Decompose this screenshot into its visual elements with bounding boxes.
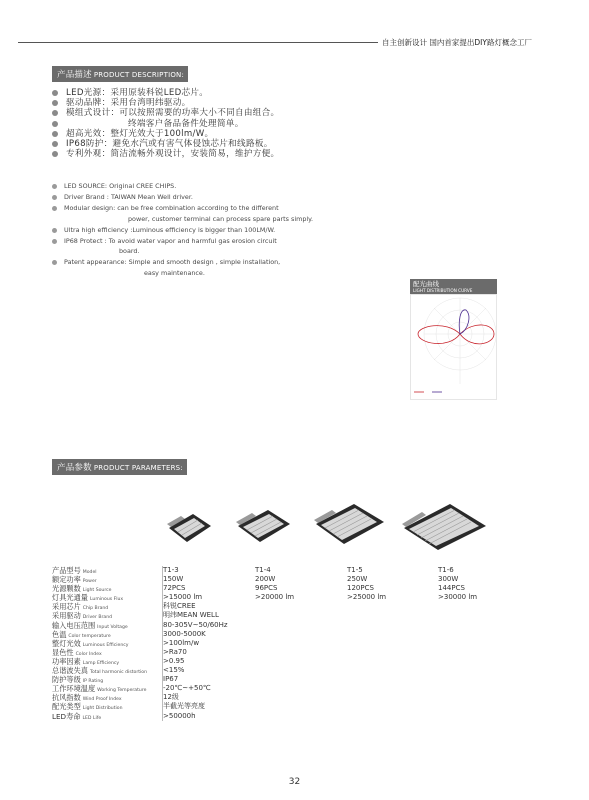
description-en-list — [52, 181, 313, 279]
bullet-icon — [52, 239, 57, 244]
list-item: 超高光效：整灯光效大于100lm/W。 — [52, 129, 279, 139]
list-item: LED光源：采用原装科锐LED芯片。 — [52, 88, 279, 98]
list-item: 终端客户备品备件处理简单。 — [52, 119, 279, 129]
light-distribution-panel — [410, 279, 497, 400]
bullet-icon — [52, 100, 58, 106]
description-tag — [52, 66, 188, 82]
list-item: IP68 Protect : To avoid water vapor and harmful gas erosion circuit board. — [52, 236, 313, 258]
bullet-icon — [52, 151, 58, 157]
list-item: Modular design: can be free combination according to the different power, customer terminal can process spare parts simply. — [52, 203, 313, 225]
list-item: IP68防护：避免水汽或有害气体侵蚀芯片和线路板。 — [52, 139, 279, 149]
bullet-icon — [52, 121, 58, 127]
description-cn-list — [52, 88, 279, 159]
lamp-t1-3-image — [163, 510, 213, 546]
description-tag-en: PRODUCT DESCRIPTION: — [93, 71, 185, 79]
parameters-tag: 产品参数 PRODUCT PARAMETERS: — [52, 459, 187, 475]
bullet-icon — [52, 184, 57, 189]
list-item: Ultra high efficiency :Luminous efficiency is bigger than 100LM/W. — [52, 225, 313, 236]
bullet-icon — [52, 110, 58, 116]
list-item: Driver Brand : TAIWAN Mean Well driver. — [52, 192, 313, 203]
bullet-icon — [52, 206, 57, 211]
curve-title: 配光曲线 LIGHT DISTRIBUTION CURVE — [410, 279, 497, 294]
list-item: Patent appearance: Simple and smooth design , simple installation, easy maintenance. — [52, 257, 313, 279]
list-item: LED SOURCE: Original CREE CHIPS. — [52, 181, 313, 192]
bullet-icon — [52, 141, 58, 147]
lamp-t1-5-image — [310, 500, 386, 548]
header-rule — [18, 42, 378, 43]
bullet-icon — [52, 228, 57, 233]
bullet-icon — [52, 260, 57, 265]
lamp-t1-4-image — [232, 506, 292, 546]
list-item: 模组式设计：可以按照需要的功率大小不同自由组合。 — [52, 108, 279, 118]
header-tagline: 自主创新设计 国内首家提出DIY路灯概念工厂 — [382, 38, 532, 47]
bullet-icon — [52, 90, 58, 96]
list-item: 专利外观：简洁流畅外观设计，安装简易，维护方便。 — [52, 149, 279, 159]
list-item: 驱动品牌：采用台湾明纬驱动。 — [52, 98, 279, 108]
lamp-t1-6-image — [398, 500, 488, 552]
bullet-icon — [52, 195, 57, 200]
bullet-icon — [52, 131, 58, 137]
page-number: 32 — [288, 777, 301, 787]
polar-curve-graphic — [410, 294, 497, 400]
description-tag-cn: 产品描述 — [57, 70, 92, 80]
